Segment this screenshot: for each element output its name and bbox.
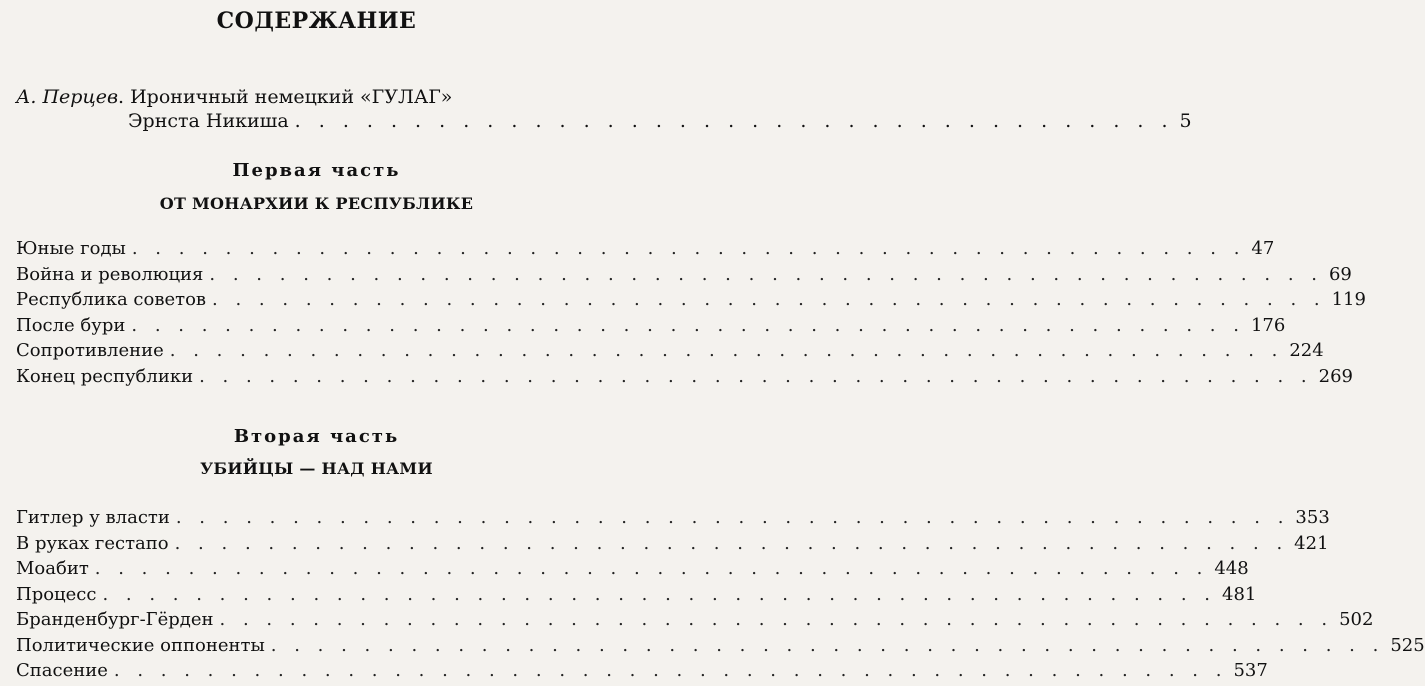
leader-dots: . . . . . . . . . . . . . . . . . . . . . . . . . . . . . . . . . . . . . . . . . . . . . . . . (169, 340, 1284, 361)
intro-title: Ироничный немецкий «ГУЛАГ» (130, 86, 453, 108)
intro-line-2 (128, 110, 1192, 132)
toc-entry (16, 634, 1425, 661)
leader-dots: . . . . . . . . . . . . . . . . . . . . . . . . . . . . . . . . . . . . . . . . . . . . . . . . (94, 558, 1209, 579)
leader-dots: . . . . . . . . . . . . . . . . . . . . . . . . . . . . . . . . . . . . . (294, 110, 1174, 132)
intro-page: 5 (1179, 110, 1192, 132)
leader-dots: . . . . . . . . . . . . . . . . . . . . . . . . . . . . . . . . . . . . . . . . . . . . . . . . (102, 583, 1217, 605)
leader-dots: . . . . . . . . . . . . . . . . . . . . . . . . . . . . . . . . . . . . . . . . . . . . . . . . (174, 532, 1289, 554)
entry-title: Война и революция (16, 263, 204, 285)
leader-dots: . . . . . . . . . . . . . . . . . . . . . . . . . . . . . . . . . . . . . . . . . . . . . . . . (212, 289, 1326, 310)
intro-author: А. Перцев (16, 86, 119, 108)
toc-entry (16, 365, 1353, 392)
leader-dots: . . . . . . . . . . . . . . . . . . . . . . . . . . . . . . . . . . . . . . . . . . . . . . . . (219, 609, 1334, 630)
toc-entry (16, 609, 1374, 635)
leader-dots: . . . . . . . . . . . . . . . . . . . . . . . . . . . . . . . . . . . . . . . . . . . . . . . . (131, 238, 1246, 259)
part-1-entries (16, 238, 1366, 391)
entry-title: Юные годы (16, 238, 126, 259)
leader-dots: . . . . . . . . . . . . . . . . . . . . . . . . . . . . . . . . . . . . . . . . . . . . . . . . (175, 507, 1290, 528)
toc-entry (16, 340, 1324, 366)
entry-title: Сопротивление (16, 340, 164, 361)
intro-subtitle: Эрнста Никиша (128, 110, 289, 132)
leader-dots: . . . . . . . . . . . . . . . . . . . . . . . . . . . . . . . . . . . . . . . . . . . . . . . . (209, 263, 1323, 285)
toc-entry (16, 583, 1257, 610)
entry-title: Спасение (16, 660, 108, 681)
entry-page: 448 (1214, 558, 1249, 579)
entry-page: 421 (1294, 532, 1329, 554)
entry-title: Моабит (16, 558, 89, 579)
leader-dots: . . . . . . . . . . . . . . . . . . . . . . . . . . . . . . . . . . . . . . . . . . . . . . . . (199, 365, 1313, 387)
entry-page: 525 (1390, 634, 1425, 656)
entry-title: В руках гестапо (16, 532, 169, 554)
page-title: СОДЕРЖАНИЕ (216, 8, 417, 34)
entry-title: Гитлер у власти (16, 507, 170, 528)
toc-entry (16, 289, 1366, 315)
entry-page: 269 (1318, 365, 1353, 387)
entry-page: 119 (1331, 289, 1366, 310)
entry-page: 353 (1295, 507, 1330, 528)
entry-page: 47 (1251, 238, 1275, 259)
part-1-title: ОТ МОНАРХИИ К РЕСПУБЛИКЕ (159, 194, 474, 213)
entry-page: 69 (1328, 263, 1352, 285)
toc-entry (16, 314, 1286, 341)
toc-entry (16, 532, 1329, 559)
entry-page: 502 (1339, 609, 1374, 630)
entry-page: 537 (1233, 660, 1268, 681)
part-1-label: Первая часть (232, 160, 401, 181)
toc-entry (16, 507, 1330, 533)
part-2-entries (16, 507, 1425, 686)
toc-entry (16, 263, 1352, 290)
part-2-title: УБИЙЦЫ — НАД НАМИ (200, 459, 433, 478)
entry-page: 176 (1250, 314, 1286, 336)
toc-entry (16, 238, 1275, 264)
entry-title: Бранденбург-Гёрден (16, 609, 214, 630)
entry-title: Республика советов (16, 289, 207, 310)
toc-entry (16, 558, 1249, 584)
entry-title: Конец республики (16, 365, 194, 387)
leader-dots: . . . . . . . . . . . . . . . . . . . . . . . . . . . . . . . . . . . . . . . . . . . . . . . . (131, 314, 1245, 336)
entry-title: Процесс (16, 583, 97, 605)
intro-line-1: А. Перцев. Ироничный немецкий «ГУЛАГ» (16, 86, 453, 108)
leader-dots: . . . . . . . . . . . . . . . . . . . . . . . . . . . . . . . . . . . . . . . . . . . . . . . . (113, 660, 1228, 681)
toc-entry (16, 660, 1268, 686)
entry-title: Политические оппоненты (16, 634, 265, 656)
entry-page: 481 (1222, 583, 1257, 605)
leader-dots: . . . . . . . . . . . . . . . . . . . . . . . . . . . . . . . . . . . . . . . . . . . . . . . . (270, 634, 1385, 656)
entry-page: 224 (1289, 340, 1324, 361)
entry-title: После бури (16, 314, 126, 336)
part-2-label: Вторая часть (233, 426, 400, 447)
